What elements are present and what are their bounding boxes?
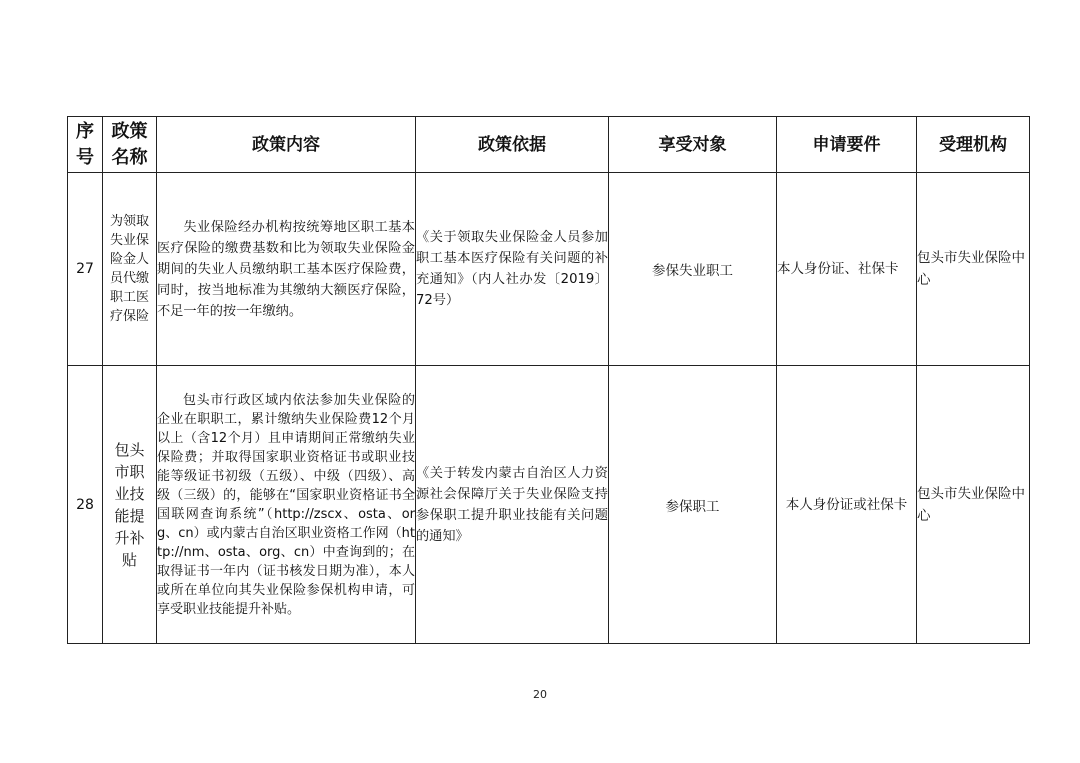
header-policy-name: 政策名称 bbox=[103, 117, 157, 173]
header-number: 序号 bbox=[68, 117, 103, 173]
beneficiary: 参保职工 bbox=[609, 366, 777, 644]
agency: 包头市失业保险中心 bbox=[917, 173, 1030, 366]
policy-basis: 《关于转发内蒙古自治区人力资源社会保障厅关于失业保险支持参保职工提升职业技能有关问题的通知》 bbox=[416, 366, 609, 644]
header-policy-basis: 政策依据 bbox=[416, 117, 609, 173]
table-header-row bbox=[68, 117, 1030, 173]
header-beneficiary: 享受对象 bbox=[609, 117, 777, 173]
row-number: 28 bbox=[68, 366, 103, 644]
header-policy-content: 政策内容 bbox=[157, 117, 416, 173]
row-number: 27 bbox=[68, 173, 103, 366]
policy-name: 为领取失业保险金人员代缴职工医疗保险 bbox=[103, 173, 157, 366]
table-row bbox=[68, 366, 1030, 644]
page-number: 20 bbox=[533, 688, 547, 701]
table-row bbox=[68, 173, 1030, 366]
beneficiary: 参保失业职工 bbox=[609, 173, 777, 366]
requirements: 本人身份证或社保卡 bbox=[777, 366, 917, 644]
requirements: 本人身份证、社保卡 bbox=[777, 173, 917, 366]
header-agency: 受理机构 bbox=[917, 117, 1030, 173]
policy-content: 包头市行政区域内依法参加失业保险的企业在职职工，累计缴纳失业保险费12个月以上（含12个月）且申请期间正常缴纳失业保险费；并取得国家职业资格证书或职业技能等级证书初级（五级）、中级（四级）、高级（三级）的，能够在“国家职业资格证书全国联网查询系统”（http://zscx、osta、org、cn）或内蒙古自治区职业资格工作网（http://nm、osta、org、cn）中查询到的；在取得证书一年内（证书核发日期为准），本人或所在单位向其失业保险参保机构申请，可享受职业技能提升补贴。 bbox=[157, 366, 416, 644]
policy-content: 失业保险经办机构按统筹地区职工基本医疗保险的缴费基数和比为领取失业保险金期间的失业人员缴纳职工基本医疗保险费，同时，按当地标准为其缴纳大额医疗保险，不足一年的按一年缴纳。 bbox=[157, 173, 416, 366]
agency: 包头市失业保险中心 bbox=[917, 366, 1030, 644]
policy-table bbox=[67, 116, 1030, 644]
policy-basis: 《关于领取失业保险金人员参加职工基本医疗保险有关问题的补充通知》（内人社办发〔2019〕72号） bbox=[416, 173, 609, 366]
policy-name: 包头市职业技能提升补贴 bbox=[103, 366, 157, 644]
header-requirements: 申请要件 bbox=[777, 117, 917, 173]
